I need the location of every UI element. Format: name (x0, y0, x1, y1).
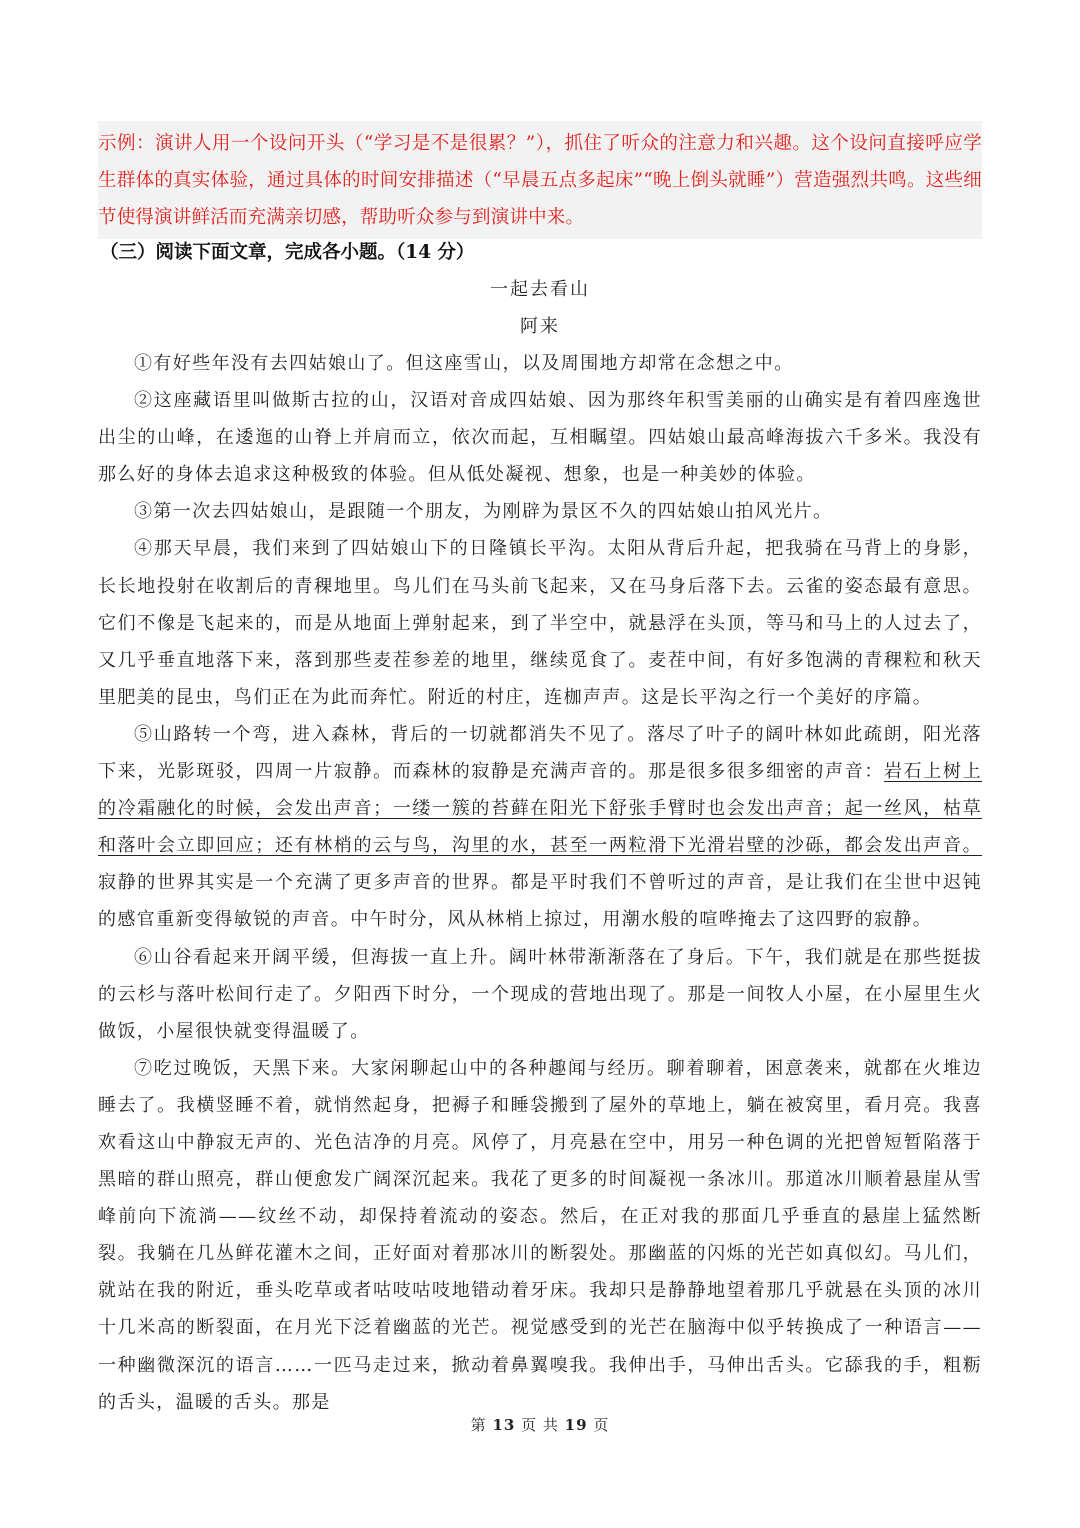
article-title: 一起去看山 (490, 279, 590, 300)
paragraph-5 (98, 716, 982, 939)
footer-prefix: 第 (470, 1416, 487, 1434)
section-heading: （三）阅读下面文章，完成各小题。（14 分） (100, 242, 475, 263)
page-footer (0, 1414, 1080, 1435)
footer-middle: 页 共 (521, 1416, 559, 1434)
paragraph-6: ⑥山谷看起来开阔平缓，但海拔一直上升。阔叶林带渐渐落在了身后。下午，我们就是在那些挺拔的云杉与落叶松间行走了。夕阳西下时分，一个现成的营地出现了。那是一间牧人小屋，在小屋里生火做饭，小屋很快就变得温暖了。 (98, 946, 982, 1042)
paragraph-3: ③第一次去四姑娘山，是跟随一个朋友，为刚辟为景区不久的四姑娘山拍风光片。 (134, 501, 833, 523)
paragraph-1: ①有好些年没有去四姑娘山了。但这座雪山，以及周围地方却常在念想之中。 (134, 353, 794, 374)
footer-page-number: 13 (492, 1416, 516, 1434)
paragraph-2: ②这座藏语里叫做斯古拉的山，汉语对音成四姑娘、因为那终年积雪美丽的山确实是有着四座逸世出尘的山峰，在逶迤的山脊上并肩而立，依次而起，互相瞩望。四姑娘山最高峰海拔六千多米。我没有那么好的身体去追求这种极致的体验。但从低处凝视、想象，也是一种美妙的体验。 (98, 390, 982, 486)
paragraph-5-end: 寂静的世界其实是一个充满了更多声音的世界。都是平时我们不曾听过的声音，是让我们在尘世中迟钝的感官重新变得敏锐的声音。中午时分，风从林梢上掠过，用潮水般的喧哗掩去了这四野的寂静。 (98, 872, 982, 931)
answer-example-text: 示例：演讲人用一个设问开头（“学习是不是很累？”），抓住了听众的注意力和兴趣。这个设问直接呼应学生群体的真实体验，通过具体的时间安排描述（“早晨五点多起床”“晚上倒头就睡”）营造强烈共鸣。这些细节使得演讲鲜活而充满亲切感，帮助听众参与到演讲中来。 (98, 133, 982, 228)
paragraph-7: ⑦吃过晚饭，天黑下来。大家闲聊起山中的各种趣闻与经历。聊着聊着，困意袭来，就都在火堆边睡去了。我横竖睡不着，就悄然起身，把褥子和睡袋搬到了屋外的草地上，躺在被窝里，看月亮。我喜欢看这山中静寂无声的、光色洁净的月亮。风停了，月亮悬在空中，用另一种色调的光把曾短暂陷落于黑暗的群山照亮，群山便愈发广阔深沉起来。我花了更多的时间凝视一条冰川。那道冰川顺着悬崖从雪峰前向下流淌——纹丝不动，却保持着流动的姿态。然后，在正对我的那面几乎垂直的悬崖上猛然断裂。我躺在几丛鲜花灌木之间，正好面对着那冰川的断裂处。那幽蓝的闪烁的光芒如真似幻。马儿们，就站在我的附近，垂头吃草或者咕吱咕吱地错动着牙床。我却只是静静地望着那几乎就悬在头顶的冰川十几米高的断裂面，在月光下泛着幽蓝的光芒。视觉感受到的光芒在脑海中似乎转换成了一种语言——一种幽微深沉的语言……一匹马走过来，掀动着鼻翼嗅我。我伸出手，马伸出舌头。它舔我的手，粗粝的舌头，温暖的舌头。那是 (98, 1057, 982, 1413)
paragraph-5-underlined: 岩石上树上的冷霜融化的时候，会发出声音；一缕一簇的苔藓在阳光下舒张手臂时也会发出声音；起一丝风，枯草和落叶会立即回应；还有林梢的云与鸟，沟里的水，甚至一两粒滑下光滑岩壁的沙砾，都会发出声音。 (98, 761, 982, 857)
paragraph-5-intro: ⑤山路转一个弯，进入森林，背后的一切就都消失不见了。落尽了叶子的阔叶林如此疏朗，阳光落下来，光影斑驳，四周一片寂静。而森林的寂静是充满声音的。那是很多很多细密的声音： (98, 723, 982, 783)
footer-total-pages: 19 (564, 1416, 588, 1434)
footer-suffix: 页 (593, 1416, 610, 1434)
article-body (98, 345, 982, 1421)
paragraph-4: ④那天早晨，我们来到了四姑娘山下的日隆镇长平沟。太阳从背后升起，把我骑在马背上的身影，长长地投射在收割后的青稞地里。鸟儿们在马头前飞起来，又在马身后落下去。云雀的姿态最有意思。它们不像是飞起来的，而是从地面上弹射起来，到了半空中，就悬浮在头顶，等马和马上的人过去了，又几乎垂直地落下来，落到那些麦茬参差的地里，继续觅食了。麦茬中间，有好多饱满的青稞粒和秋天里肥美的昆虫，鸟们正在为此而奔忙。附近的村庄，连枷声声。这是长平沟之行一个美好的序篇。 (98, 538, 982, 708)
article-author: 阿来 (520, 316, 560, 337)
